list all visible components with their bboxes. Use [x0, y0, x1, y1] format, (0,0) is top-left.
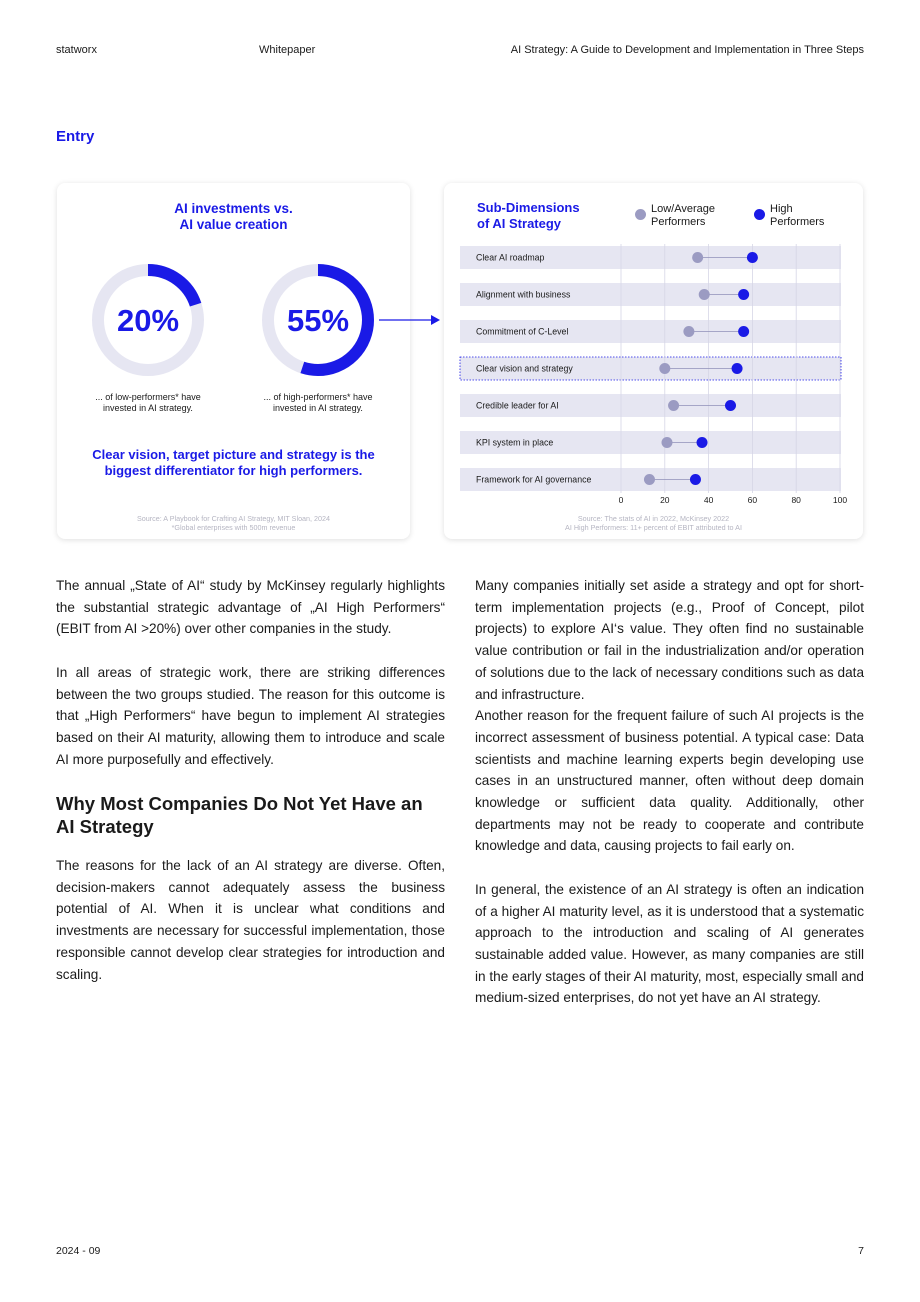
legend-dot-low	[635, 209, 646, 220]
high-performer-point	[738, 289, 749, 300]
low-performer-point	[659, 363, 670, 374]
low-performer-point	[668, 400, 679, 411]
claim-line: biggest differentiator for high performers.	[104, 463, 363, 478]
high-performer-point	[738, 326, 749, 337]
investment-title-line-1: AI investments vs.	[174, 201, 293, 216]
paragraph: Many companies initially set aside a strategy and opt for short-term implementation projects (e.g., Proof of Concept, pilot projects) to explore AI‘s value. They often find no sustainable value contribution or fail in the industrialization and/or operation of solutions due to the lack of necessary conditions such as data and infrastructure.	[475, 578, 864, 702]
low-performer-point	[644, 474, 655, 485]
doc-type: Whitepaper	[259, 44, 316, 56]
page-number: 7	[858, 1245, 864, 1257]
high-performer-point	[732, 363, 743, 374]
high-performer-point	[697, 437, 708, 448]
low-performer-point	[699, 289, 710, 300]
category-label: Clear vision and strategy	[476, 363, 573, 374]
legend-label: Low/Average	[651, 203, 716, 215]
chart-source-note	[444, 514, 863, 532]
category-label: Alignment with business	[476, 289, 571, 300]
donut-percent-label: 20%	[116, 303, 180, 338]
brand-name: statworx	[56, 44, 97, 56]
legend-label: Performers	[651, 216, 706, 228]
paragraph: In general, the existence of an AI strategy is often an indication of a higher AI maturity level, as it is understood that a systematic approach to the introduction and scaling of AI generates sustainable added value. However, as many companies are still in the early stages of their AI maturity, most, especially small and medium-sized enterprises, do not yet have an AI strategy.	[475, 881, 864, 1006]
high-performer-point	[725, 400, 736, 411]
figure-source-note	[57, 514, 410, 532]
footer-date: 2024 - 09	[56, 1245, 101, 1257]
x-tick-label: 80	[791, 495, 801, 505]
subdimensions-title	[477, 200, 580, 232]
arrow-right-icon	[379, 313, 441, 327]
low-performer-point	[683, 326, 694, 337]
claim-line: Clear vision, target picture and strategy is the	[92, 447, 375, 462]
x-tick-label: 0	[618, 495, 624, 505]
page-header	[56, 44, 864, 58]
source-line: Source: A Playbook for Crafting AI Strategy, MIT Sloan, 2024	[136, 514, 331, 523]
title-line: of AI Strategy	[477, 216, 562, 231]
paragraph: The annual „State of AI“ study by McKinsey regularly highlights the substantial strategic advantage of „AI High Performers“ (EBIT from AI >20%) over other companies in the study.	[56, 578, 445, 637]
category-label: Framework for AI governance	[476, 474, 592, 485]
category-label: Credible leader for AI	[476, 400, 559, 411]
body-column-left	[56, 575, 445, 1007]
legend-label: Performers	[770, 216, 825, 228]
donut-percent-label: 55%	[286, 303, 350, 338]
key-claim	[57, 447, 410, 479]
category-label: Clear AI roadmap	[476, 252, 545, 263]
donut-caption-high	[233, 392, 403, 414]
low-performer-point	[661, 437, 672, 448]
category-label: Commitment of C-Level	[476, 326, 569, 337]
category-label: KPI system in place	[476, 437, 554, 448]
caption-line: invested in AI strategy.	[273, 403, 363, 413]
caption-line: ... of low-performers* have	[95, 392, 201, 402]
investment-figure-card	[57, 183, 410, 539]
source-line: AI High Performers: 11+ percent of EBIT attributed to AI	[565, 523, 742, 532]
x-tick-label: 40	[703, 495, 714, 505]
high-performer-point	[690, 474, 701, 485]
subdimensions-figure-card	[444, 183, 863, 539]
high-performer-point	[747, 252, 758, 263]
paragraph: The reasons for the lack of an AI strategy are diverse. Often, decision-makers cannot adequately assess the business potential of AI. When it is unclear what conditions and investments are necessary for successful implementation, those responsible cannot develop clear strategies for introduction and scaling.	[56, 858, 445, 982]
legend-dot-high	[754, 209, 765, 220]
source-line: Source: The stats of AI in 2022, McKinsey 2022	[577, 514, 730, 523]
legend-high-performers	[754, 203, 824, 229]
section-heading: Why Most Companies Do Not Yet Have an AI Strategy	[56, 793, 423, 837]
x-tick-label: 20	[660, 495, 670, 505]
caption-line: ... of high-performers* have	[263, 392, 373, 402]
section-label: Entry	[56, 128, 95, 145]
paragraph: Another reason for the frequent failure of such AI projects is the incorrect assessment of business potential. A typical case: Data scientists and machine learning experts begin developing use cases in an unstructured manner, often without deep domain knowledge or sufficient data quality. Additionally, other departments may not be ready to cooperate and contribute knowledge and data, causing projects to fail early on.	[475, 708, 864, 854]
donut-low-performers	[92, 264, 204, 376]
low-performer-point	[692, 252, 703, 263]
x-tick-label: 100	[832, 495, 848, 505]
paragraph: In all areas of strategic work, there are striking differences between the two groups studied. The reason for this outcome is that „High Performers“ have begun to implement AI strategies based on their AI maturity, allowing them to introduce and scale AI more purposefully and effectively.	[56, 664, 445, 767]
investment-figure-title	[57, 201, 410, 233]
donut-high-performers	[262, 264, 374, 376]
legend-label: High	[770, 203, 793, 215]
doc-title: AI Strategy: A Guide to Development and Implementation in Three Steps	[510, 44, 864, 56]
x-tick-label: 60	[747, 495, 758, 505]
body-column-right	[475, 575, 864, 1031]
investment-title-line-2: AI value creation	[179, 217, 288, 232]
source-line: *Global enterprises with 500m revenue	[171, 523, 296, 532]
donut-caption-low	[63, 392, 233, 414]
legend-low-performers	[635, 203, 715, 229]
subdimensions-dot-chart	[444, 183, 863, 539]
caption-line: invested in AI strategy.	[103, 403, 193, 413]
title-line: Sub-Dimensions	[477, 200, 580, 215]
